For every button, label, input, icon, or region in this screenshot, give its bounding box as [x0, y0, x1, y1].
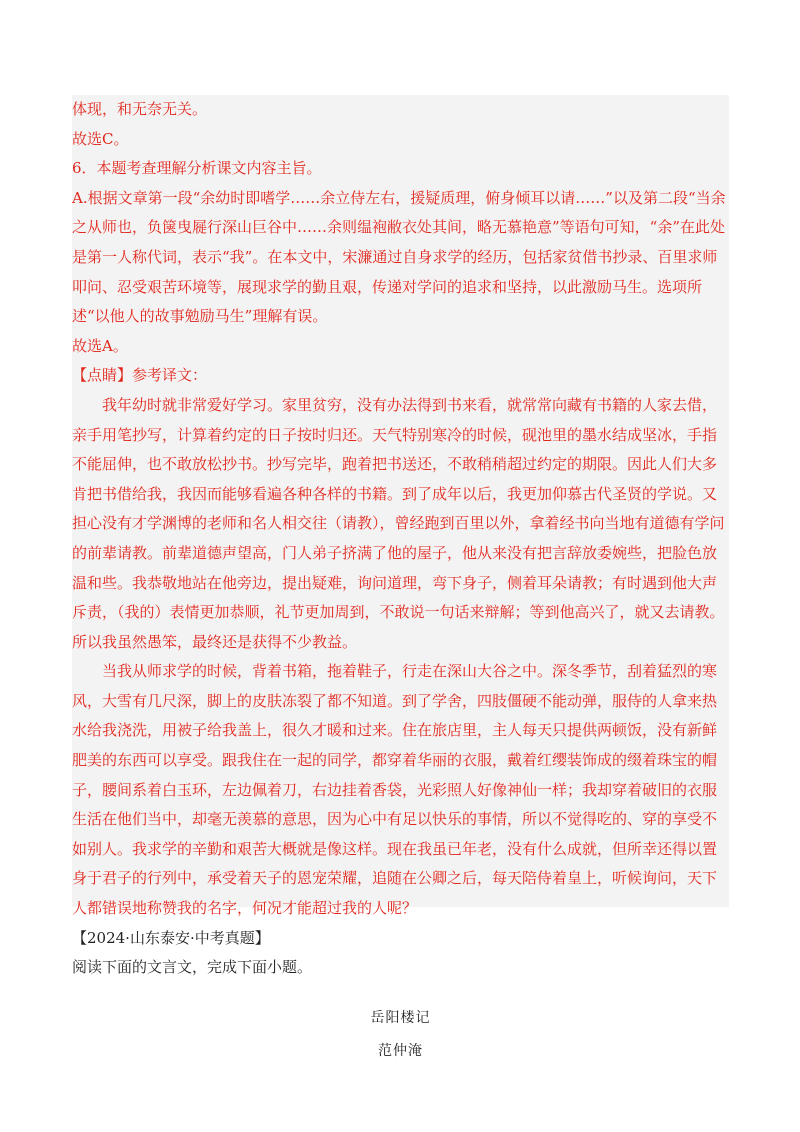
- question-6-choice: 故选A。: [72, 336, 128, 355]
- translation-paragraph-2: 当我从师求学的时候，背着书箱，拖着鞋子，行走在深山大谷之中。深冬季节，刮着猛烈的寒风，大雪有几尺深，脚上的皮肤冻裂了都不知道。到了学舍，四肢僵硬不能动弹，服侍的人拿来热水给我浇洗，用被子给我盖上，很久才暖和过来。住在旅店里，主人每天只提供两顿饭，没有新鲜肥美的东西可以享受。跟我住在一起的同学，都穿着华丽的衣服，戴着红缨装饰成的缀着珠宝的帽子，腰间系着白玉环，左边佩着刀，右边挂着香袋，光彩照人好像神仙一样；我却穿着破旧的衣服生活在他们当中，却毫无羡慕的意思，因为心中有足以快乐的事情，所以不觉得吃的、穿的享受不如别人。我求学的辛勤和艰苦大概就是像这样。现在我虽已年老，没有什么成就，但所幸还得以置身于君子的行列中，承受着天子的恩宠荣耀，追随在公卿之后，每天陪侍着皇上，听候询问，天下人都错误地称赞我的名字，何况才能超过我的人呢？: [72, 662, 718, 918]
- dianjing-heading: 【点睛】参考译文：: [72, 366, 208, 385]
- reading-instruction: 阅读下面的文言文，完成下面小题。: [72, 958, 313, 977]
- question-6-analysis: A.根据文章第一段“余幼时即嗜学……余立侍左右，援疑质理，俯身倾耳以请……”以及第二段“当余之从师也，负箧曳屣行深山巨谷中……余则缊袍敝衣处其间，略无慕艳意”等语句可知，“余”在此处是第一人称代词，表示“我”。在本文中，宋濂通过自身求学的经历，包括家贫借书抄录、百里求师叩问、忍受艰苦环境等，展现求学的勤且艰，传递对学问的追求和坚持，以此激励马生。选项所述“以他人的故事勉励马生”理解有误。: [72, 188, 726, 326]
- source-tag: 【2024·山东泰安·中考真题】: [72, 928, 270, 947]
- translation-paragraph-1: 我年幼时就非常爱好学习。家里贫穷，没有办法得到书来看，就常常向藏有书籍的人家去借，亲手用笔抄写，计算着约定的日子按时归还。天气特别寒冷的时候，砚池里的墨水结成坚冰，手指不能屈伸，也不敢放松抄书。抄写完毕，跑着把书送还，不敢稍稍超过约定的期限。因此人们大多肯把书借给我，我因而能够看遍各种各样的书籍。到了成年以后，我更加仰慕古代圣贤的学说。又担心没有才学渊博的老师和名人相交往（请教），曾经跑到百里以外，拿着经书向当地有道德有学问的前辈请教。前辈道德声望高，门人弟子挤满了他的屋子，他从来没有把言辞放委婉些，把脸色放温和些。我恭敬地站在他旁边，提出疑难，询问道理，弯下身子，侧着耳朵请教；有时遇到他大声斥责，（我的）表情更加恭顺，礼节更加周到，不敢说一句话来辩解；等到他高兴了，就又去请教。所以我虽然愚笨，最终还是获得不少教益。: [72, 395, 725, 651]
- article-title: 岳阳楼记: [370, 1009, 431, 1026]
- answer-choice: 故选C。: [72, 129, 129, 148]
- question-6-heading: 6．本题考查理解分析课文内容主旨。: [72, 159, 322, 178]
- article-author: 范仲淹: [378, 1042, 423, 1059]
- document-body: [72, 95, 729, 1064]
- answer-line: 体现，和无奈无关。: [72, 100, 208, 118]
